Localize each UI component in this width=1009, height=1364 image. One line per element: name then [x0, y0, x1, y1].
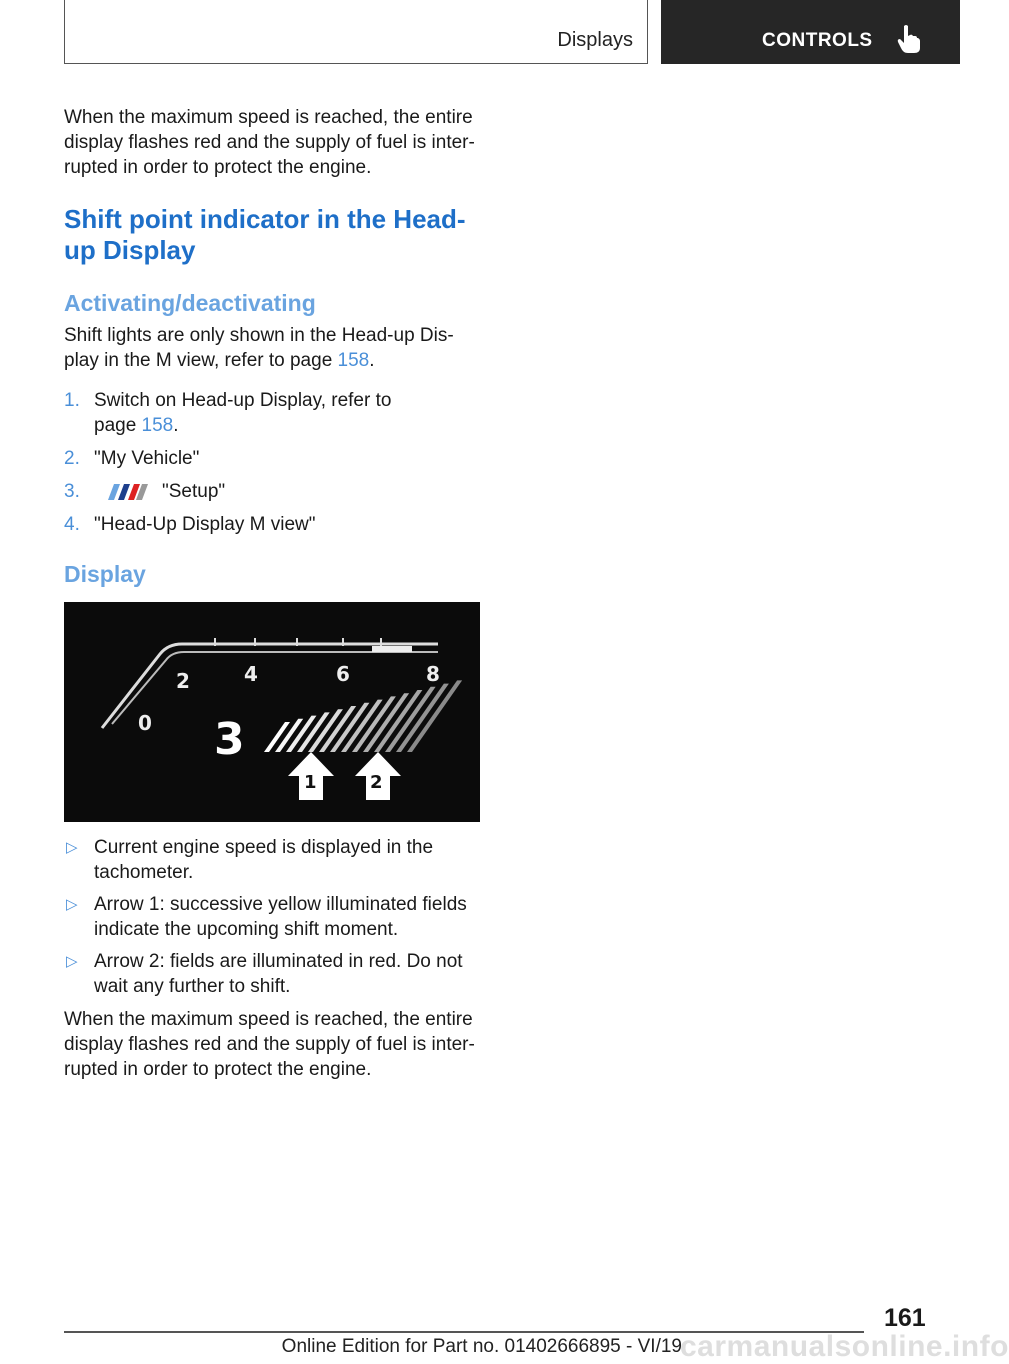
list-item: ▷ Current engine speed is displayed in the tachometer. [66, 837, 434, 883]
tachometer-arc-inner [112, 652, 438, 724]
subsection-heading: Activating/deactivating [64, 290, 316, 316]
list-item: 4. "Head-Up Display M view" [64, 514, 316, 535]
display-heading: Display [64, 561, 146, 587]
m-logo-icon [102, 484, 148, 500]
arrow-label: 1 [304, 772, 317, 793]
list-item: 1. Switch on Head-up Display, refer to page 158. [64, 390, 392, 436]
header-section-box [64, 0, 648, 64]
watermark: carmanualsonline.info [680, 1330, 1009, 1363]
steps-list [64, 388, 480, 537]
header-section-title: Displays [557, 29, 633, 51]
tachometer-arc-outer [102, 644, 438, 728]
triangle-bullet-icon: ▷ [66, 953, 78, 970]
intro-paragraph: When the maximum speed is reached, the entire display flashes red and the supply of fuel is inter- rupted in order to protect the engine. [64, 107, 475, 178]
shift-light-bars [264, 680, 462, 752]
gear-indicator: 3 [214, 714, 245, 765]
tick-label: 2 [176, 669, 190, 693]
arrow-marker [355, 752, 401, 800]
arrow-label: 2 [370, 772, 383, 793]
triangle-bullet-icon: ▷ [66, 839, 78, 856]
page-link[interactable]: 158 [337, 350, 370, 371]
tachometer-segment [372, 646, 412, 652]
hud-illustration [64, 602, 480, 822]
list-item: ▷ Arrow 2: fields are illuminated in red. Do not wait any further to shift. [66, 951, 463, 997]
page-number: 161 [884, 1304, 926, 1332]
header-chapter-box [661, 0, 960, 64]
bullet-list [64, 835, 480, 999]
page-link[interactable]: 158 [141, 415, 174, 436]
activation-paragraph: Shift lights are only shown in the Head-up Dis- play in the M view, refer to page 158. [64, 325, 454, 371]
shift-light-field [352, 696, 396, 752]
list-item: ▷ Arrow 1: successive yellow illuminated fields indicate the upcoming shift moment. [66, 894, 467, 940]
tick-label: 4 [244, 662, 258, 686]
hud-drawing [64, 602, 480, 822]
edition-note: Online Edition for Part no. 01402666895 - VI/19 [281, 1336, 682, 1357]
tick-label: 0 [138, 711, 152, 735]
tick-label: 8 [426, 662, 440, 686]
pointing-hand-icon [895, 24, 921, 54]
outro-paragraph: When the maximum speed is reached, the entire display flashes red and the supply of fuel is inter- rupted in order to protect the engine. [64, 1009, 475, 1080]
list-item: 2. "My Vehicle" [64, 448, 200, 469]
header-chapter-title: CONTROLS [762, 30, 873, 51]
shift-light-field [407, 680, 462, 752]
list-item: 3. "Setup" [64, 481, 226, 502]
arrow-marker [288, 752, 334, 800]
section-heading: Shift point indicator in the Head- up Display [64, 204, 466, 265]
tick-label: 6 [336, 662, 350, 686]
triangle-bullet-icon: ▷ [66, 896, 78, 913]
